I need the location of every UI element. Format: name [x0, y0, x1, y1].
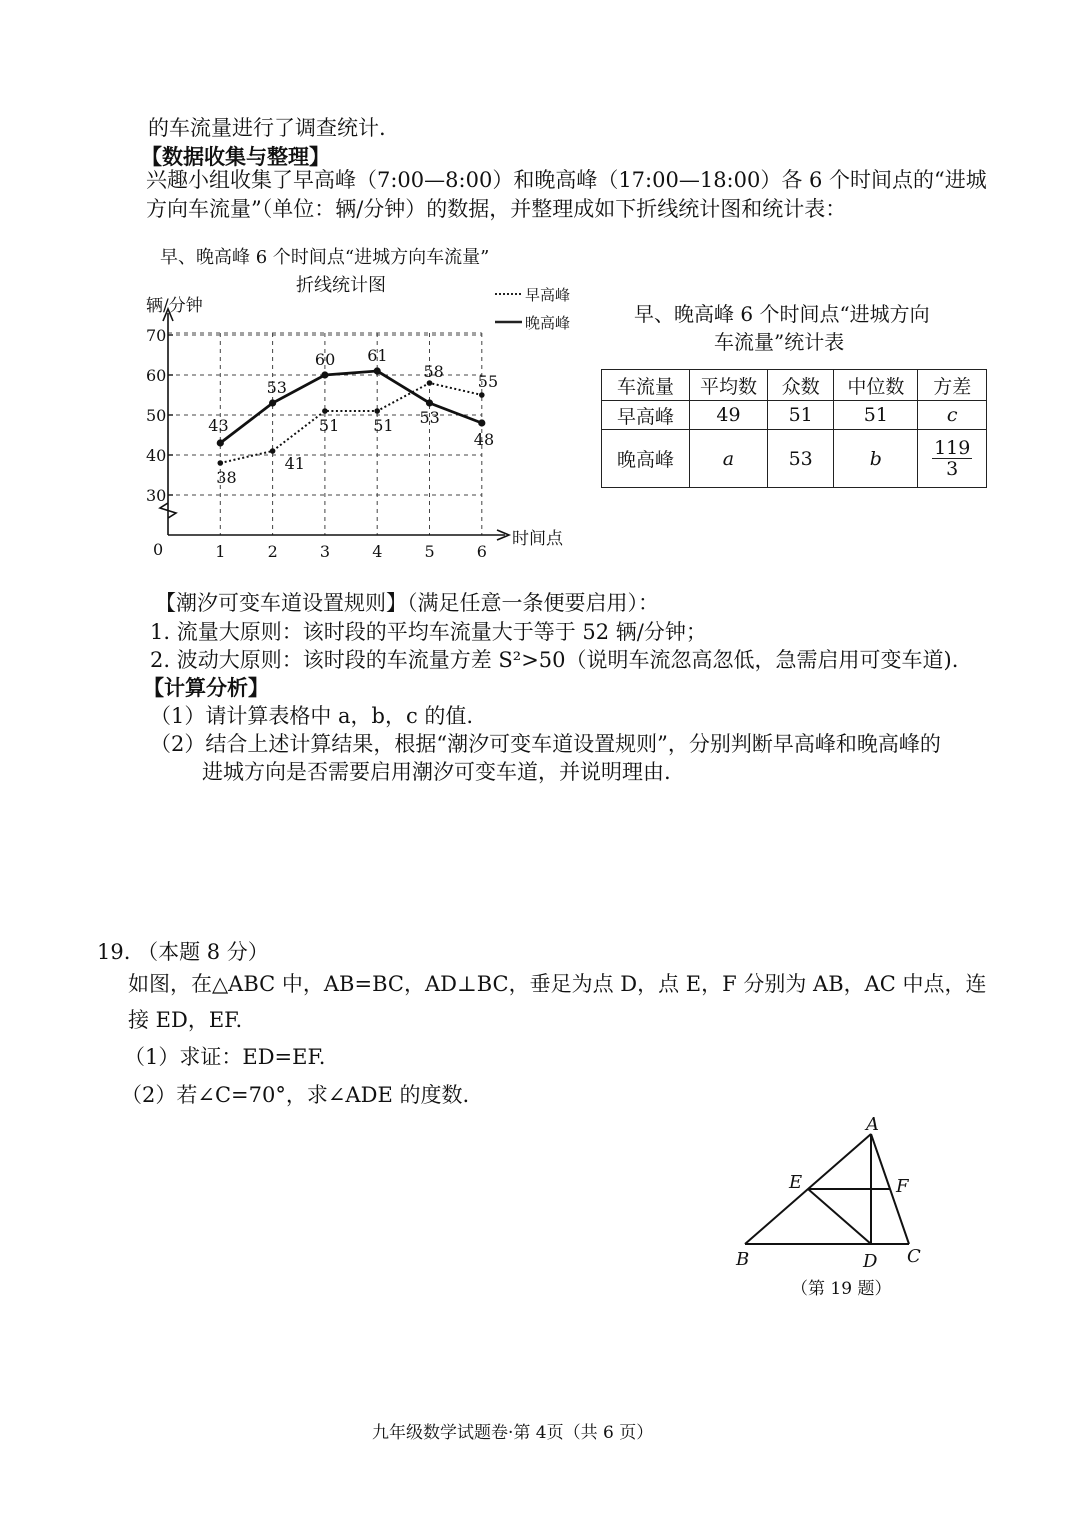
data-label-evening: 48 [473, 430, 495, 449]
data-point-evening [217, 439, 224, 446]
analysis-q1: （1）请计算表格中 a，b，c 的值. [150, 704, 474, 728]
data-label-morning: 51 [373, 416, 394, 435]
label-e: E [789, 1172, 803, 1193]
y-tick-label: 60 [146, 366, 167, 385]
analysis-heading: 【计算分析】 [143, 675, 269, 700]
stats-table [601, 369, 987, 488]
y-axis-label: 辆/分钟 [146, 296, 203, 316]
data-label-evening: 61 [367, 346, 388, 365]
table-title-line-1: 早、晚高峰 6 个时间点“进城方向 [634, 302, 930, 326]
section-heading-collect: 【数据收集与整理】 [141, 144, 330, 169]
table-header-cell: 中位数 [834, 370, 918, 401]
label-a: A [866, 1114, 879, 1135]
table-cell: 晚高峰 [602, 430, 690, 488]
table-cell-fraction [918, 430, 987, 488]
chart-subtitle: 折线统计图 [296, 275, 386, 296]
data-label-morning: 41 [284, 454, 305, 473]
x-tick-label: 6 [476, 542, 487, 561]
table-header-cell: 车流量 [602, 370, 690, 401]
analysis-q2-line-1: （2）结合上述计算结果，根据“潮汐可变车道设置规则”，分别判断早高峰和晚高峰的 [150, 732, 941, 756]
table-cell: 早高峰 [602, 401, 690, 430]
table-cell: b [834, 430, 918, 488]
table-row [602, 401, 987, 430]
data-label-evening: 53 [419, 408, 440, 427]
table-cell: 49 [689, 401, 767, 430]
problem-19-q2: （2）若∠C=70°，求∠ADE 的度数. [121, 1083, 470, 1107]
x-tick-label: 3 [319, 542, 331, 561]
variance-fraction [932, 438, 972, 479]
intro-line-1: 的车流量进行了调查统计. [148, 116, 386, 140]
problem-19-number: 19. （本题 8 分） [97, 940, 269, 964]
figure-caption: （第 19 题） [791, 1279, 892, 1299]
table-row [602, 430, 987, 488]
table-header-cell: 平均数 [689, 370, 767, 401]
series-line-morning [220, 383, 482, 463]
intro-line-2: 兴趣小组收集了早高峰（7:00—8:00）和晚高峰（17:00—18:00）各 6 个时间点的“进城 [146, 168, 987, 192]
series-line-evening [220, 371, 482, 443]
chart-title: 早、晚高峰 6 个时间点“进城方向车流量” [160, 247, 490, 268]
label-d: D [863, 1251, 878, 1272]
data-label-morning: 38 [216, 468, 237, 487]
data-label-evening: 43 [208, 416, 229, 435]
intro-line-3: 方向车流量”（单位：辆/分钟）的数据，并整理成如下折线统计图和统计表： [146, 197, 847, 221]
data-point-morning [218, 460, 224, 466]
y-tick-label: 30 [146, 486, 167, 505]
data-point-evening [426, 399, 433, 406]
table-cell: 51 [768, 401, 834, 430]
table-cell: c [918, 401, 987, 430]
label-c: C [907, 1246, 921, 1267]
table-cell: 53 [768, 430, 834, 488]
label-b: B [736, 1249, 750, 1270]
fraction-denominator: 3 [946, 458, 959, 480]
x-tick-label: 2 [267, 542, 278, 561]
data-label-morning: 51 [318, 416, 340, 435]
origin-label: 0 [153, 540, 164, 559]
fraction-numerator: 119 [934, 437, 971, 459]
data-point-morning [427, 380, 433, 386]
x-tick-label: 1 [215, 542, 226, 561]
data-point-morning [479, 392, 485, 398]
data-point-morning [322, 408, 328, 414]
y-tick-label: 40 [146, 446, 167, 465]
table-header-cell: 方差 [918, 370, 987, 401]
table-cell: a [689, 430, 767, 488]
x-tick-label: 5 [424, 542, 435, 561]
y-tick-label: 70 [146, 326, 167, 345]
chart-legend [495, 286, 570, 332]
data-point-evening [478, 419, 485, 426]
problem-19-line-1: 如图，在△ABC 中，AB=BC，AD⊥BC，垂足为点 D，点 E，F 分别为 AB，AC 中点，连 [128, 972, 987, 996]
data-point-morning [374, 408, 380, 414]
data-point-evening [269, 399, 276, 406]
data-label-evening: 53 [266, 378, 287, 397]
legend-label-evening: 晚高峰 [525, 314, 571, 332]
table-cell: 51 [834, 401, 918, 430]
page-footer: 九年级数学试题卷·第 4页（共 6 页） [372, 1423, 654, 1443]
data-point-morning [270, 448, 276, 454]
data-point-evening [374, 367, 381, 374]
table-title-line-2: 车流量”统计表 [714, 330, 845, 354]
rule-2: 2. 波动大原则：该时段的车流量方差 S²>50（说明车流忽高忽低，急需启用可变车道). [150, 648, 959, 672]
rules-heading: 【潮汐可变车道设置规则】（满足任意一条便要启用）： [155, 591, 659, 615]
line-chart [0, 235, 600, 565]
chart-series [220, 371, 482, 463]
x-axis-label: 时间点 [512, 529, 563, 549]
table-header-row [602, 370, 987, 401]
data-label-evening: 60 [314, 350, 336, 369]
segment-ed [808, 1189, 871, 1244]
data-label-morning: 55 [477, 372, 499, 391]
analysis-q2-line-2: 进城方向是否需要启用潮汐可变车道，并说明理由. [202, 760, 671, 784]
triangle-figure [725, 1110, 945, 1300]
rule-1: 1. 流量大原则：该时段的平均车流量大于等于 52 辆/分钟； [150, 620, 707, 644]
data-point-evening [321, 371, 328, 378]
label-f: F [896, 1176, 909, 1197]
problem-19-q1: （1）求证：ED=EF. [124, 1045, 326, 1069]
x-tick-label: 4 [372, 542, 383, 561]
problem-19-line-2: 接 ED，EF. [128, 1008, 243, 1032]
chart-data-labels [208, 346, 498, 487]
legend-label-morning: 早高峰 [525, 286, 571, 304]
table-header-cell: 众数 [768, 370, 834, 401]
data-label-morning: 58 [423, 362, 444, 381]
y-tick-label: 50 [146, 406, 167, 425]
